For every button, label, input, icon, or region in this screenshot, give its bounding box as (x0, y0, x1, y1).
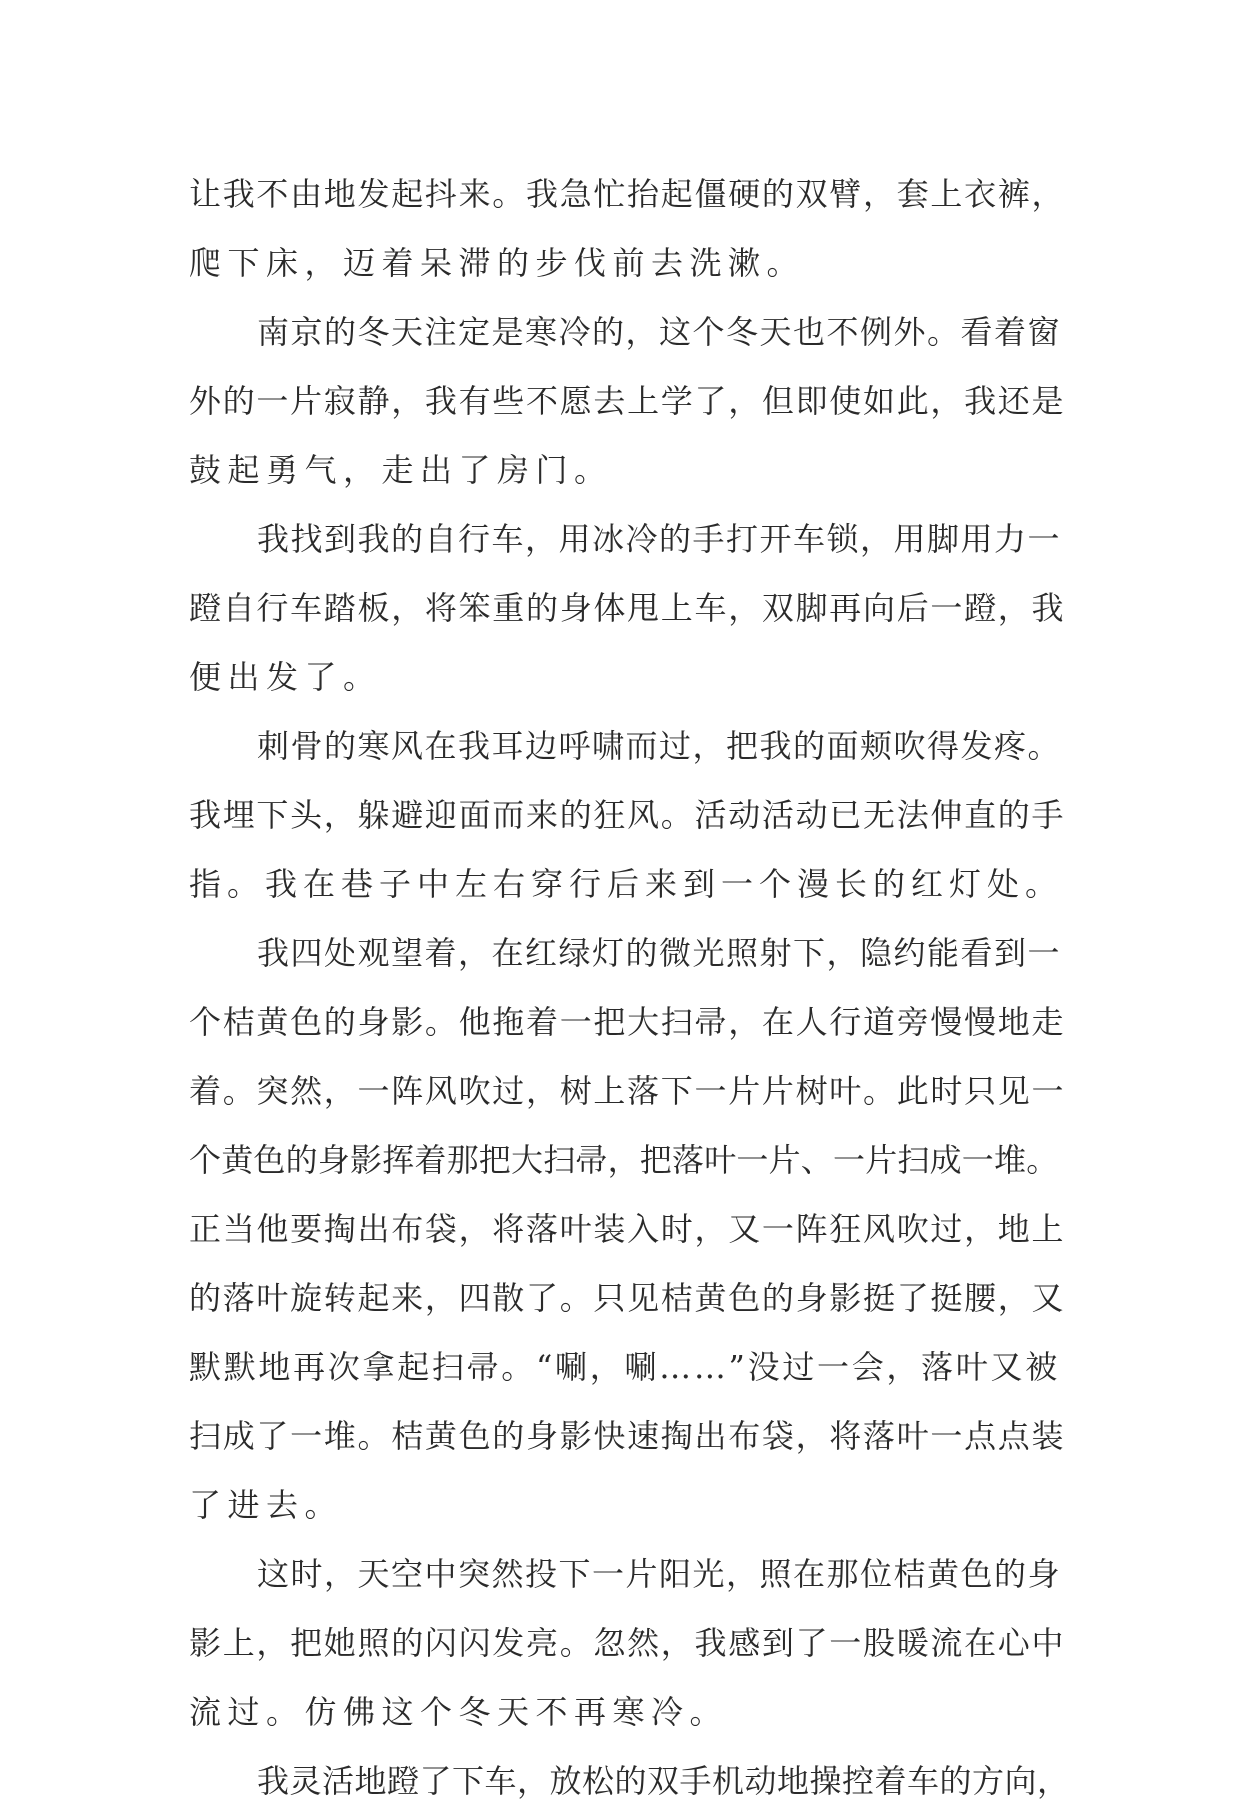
paragraph-first-line: 刺骨的寒风在我耳边呼啸而过，把我的面颊吹得发疼。 (257, 727, 1062, 765)
text-line: 让我不由地发起抖来。我急忙抬起僵硬的双臂，套上衣裤， (189, 175, 1066, 213)
text-line: 个黄色的身影挥着那把大扫帚，把落叶一片、一片扫成一堆。 (189, 1141, 1059, 1179)
paragraph-first-line: 南京的冬天注定是寒冷的，这个冬天也不例外。看着窗 (257, 313, 1062, 351)
text-line: 鼓起勇气，走出了房门。 (189, 451, 613, 489)
text-line: 指。我在巷子中左右穿行后来到一个漫长的红灯处。 (189, 865, 1064, 903)
paragraph-first-line: 我四处观望着，在红绿灯的微光照射下，隐约能看到一 (257, 934, 1062, 972)
text-line: 默默地再次拿起扫帚。“唰，唰……”没过一会，落叶又被 (189, 1348, 1060, 1386)
paragraph-first-line: 我找到我的自行车，用冰冷的手打开车锁，用脚用力一 (257, 520, 1062, 558)
text-line: 个桔黄色的身影。他拖着一把大扫帚，在人行道旁慢慢地走 (189, 1003, 1066, 1041)
text-line: 扫成了一堆。桔黄色的身影快速掏出布袋，将落叶一点点装 (189, 1417, 1066, 1455)
text-line: 我埋下头，躲避迎面而来的狂风。活动活动已无法伸直的手 (189, 796, 1066, 834)
text-line: 爬下床，迈着呆滞的步伐前去洗漱。 (189, 244, 806, 282)
text-line: 外的一片寂静，我有些不愿去上学了，但即使如此，我还是 (189, 382, 1066, 420)
paragraph-first-line: 这时，天空中突然投下一片阳光，照在那位桔黄色的身 (257, 1555, 1062, 1593)
text-line: 正当他要掏出布袋，将落叶装入时，又一阵狂风吹过，地上 (189, 1210, 1066, 1248)
essay-body (189, 160, 1069, 1816)
text-line: 影上，把她照的闪闪发亮。忽然，我感到了一股暖流在心中 (189, 1624, 1066, 1662)
text-line: 便出发了。 (189, 658, 382, 696)
text-line: 的落叶旋转起来，四散了。只见桔黄色的身影挺了挺腰，又 (189, 1279, 1066, 1317)
text-line: 着。突然，一阵风吹过，树上落下一片片树叶。此时只见一 (189, 1072, 1066, 1110)
text-line: 流过。仿佛这个冬天不再寒冷。 (189, 1693, 729, 1731)
text-line: 了进去。 (189, 1486, 344, 1524)
paragraph-first-line: 我灵活地蹬了下车，放松的双手机动地操控着车的方向， (257, 1762, 1070, 1800)
text-line: 蹬自行车踏板，将笨重的身体甩上车，双脚再向后一蹬，我 (189, 589, 1066, 627)
